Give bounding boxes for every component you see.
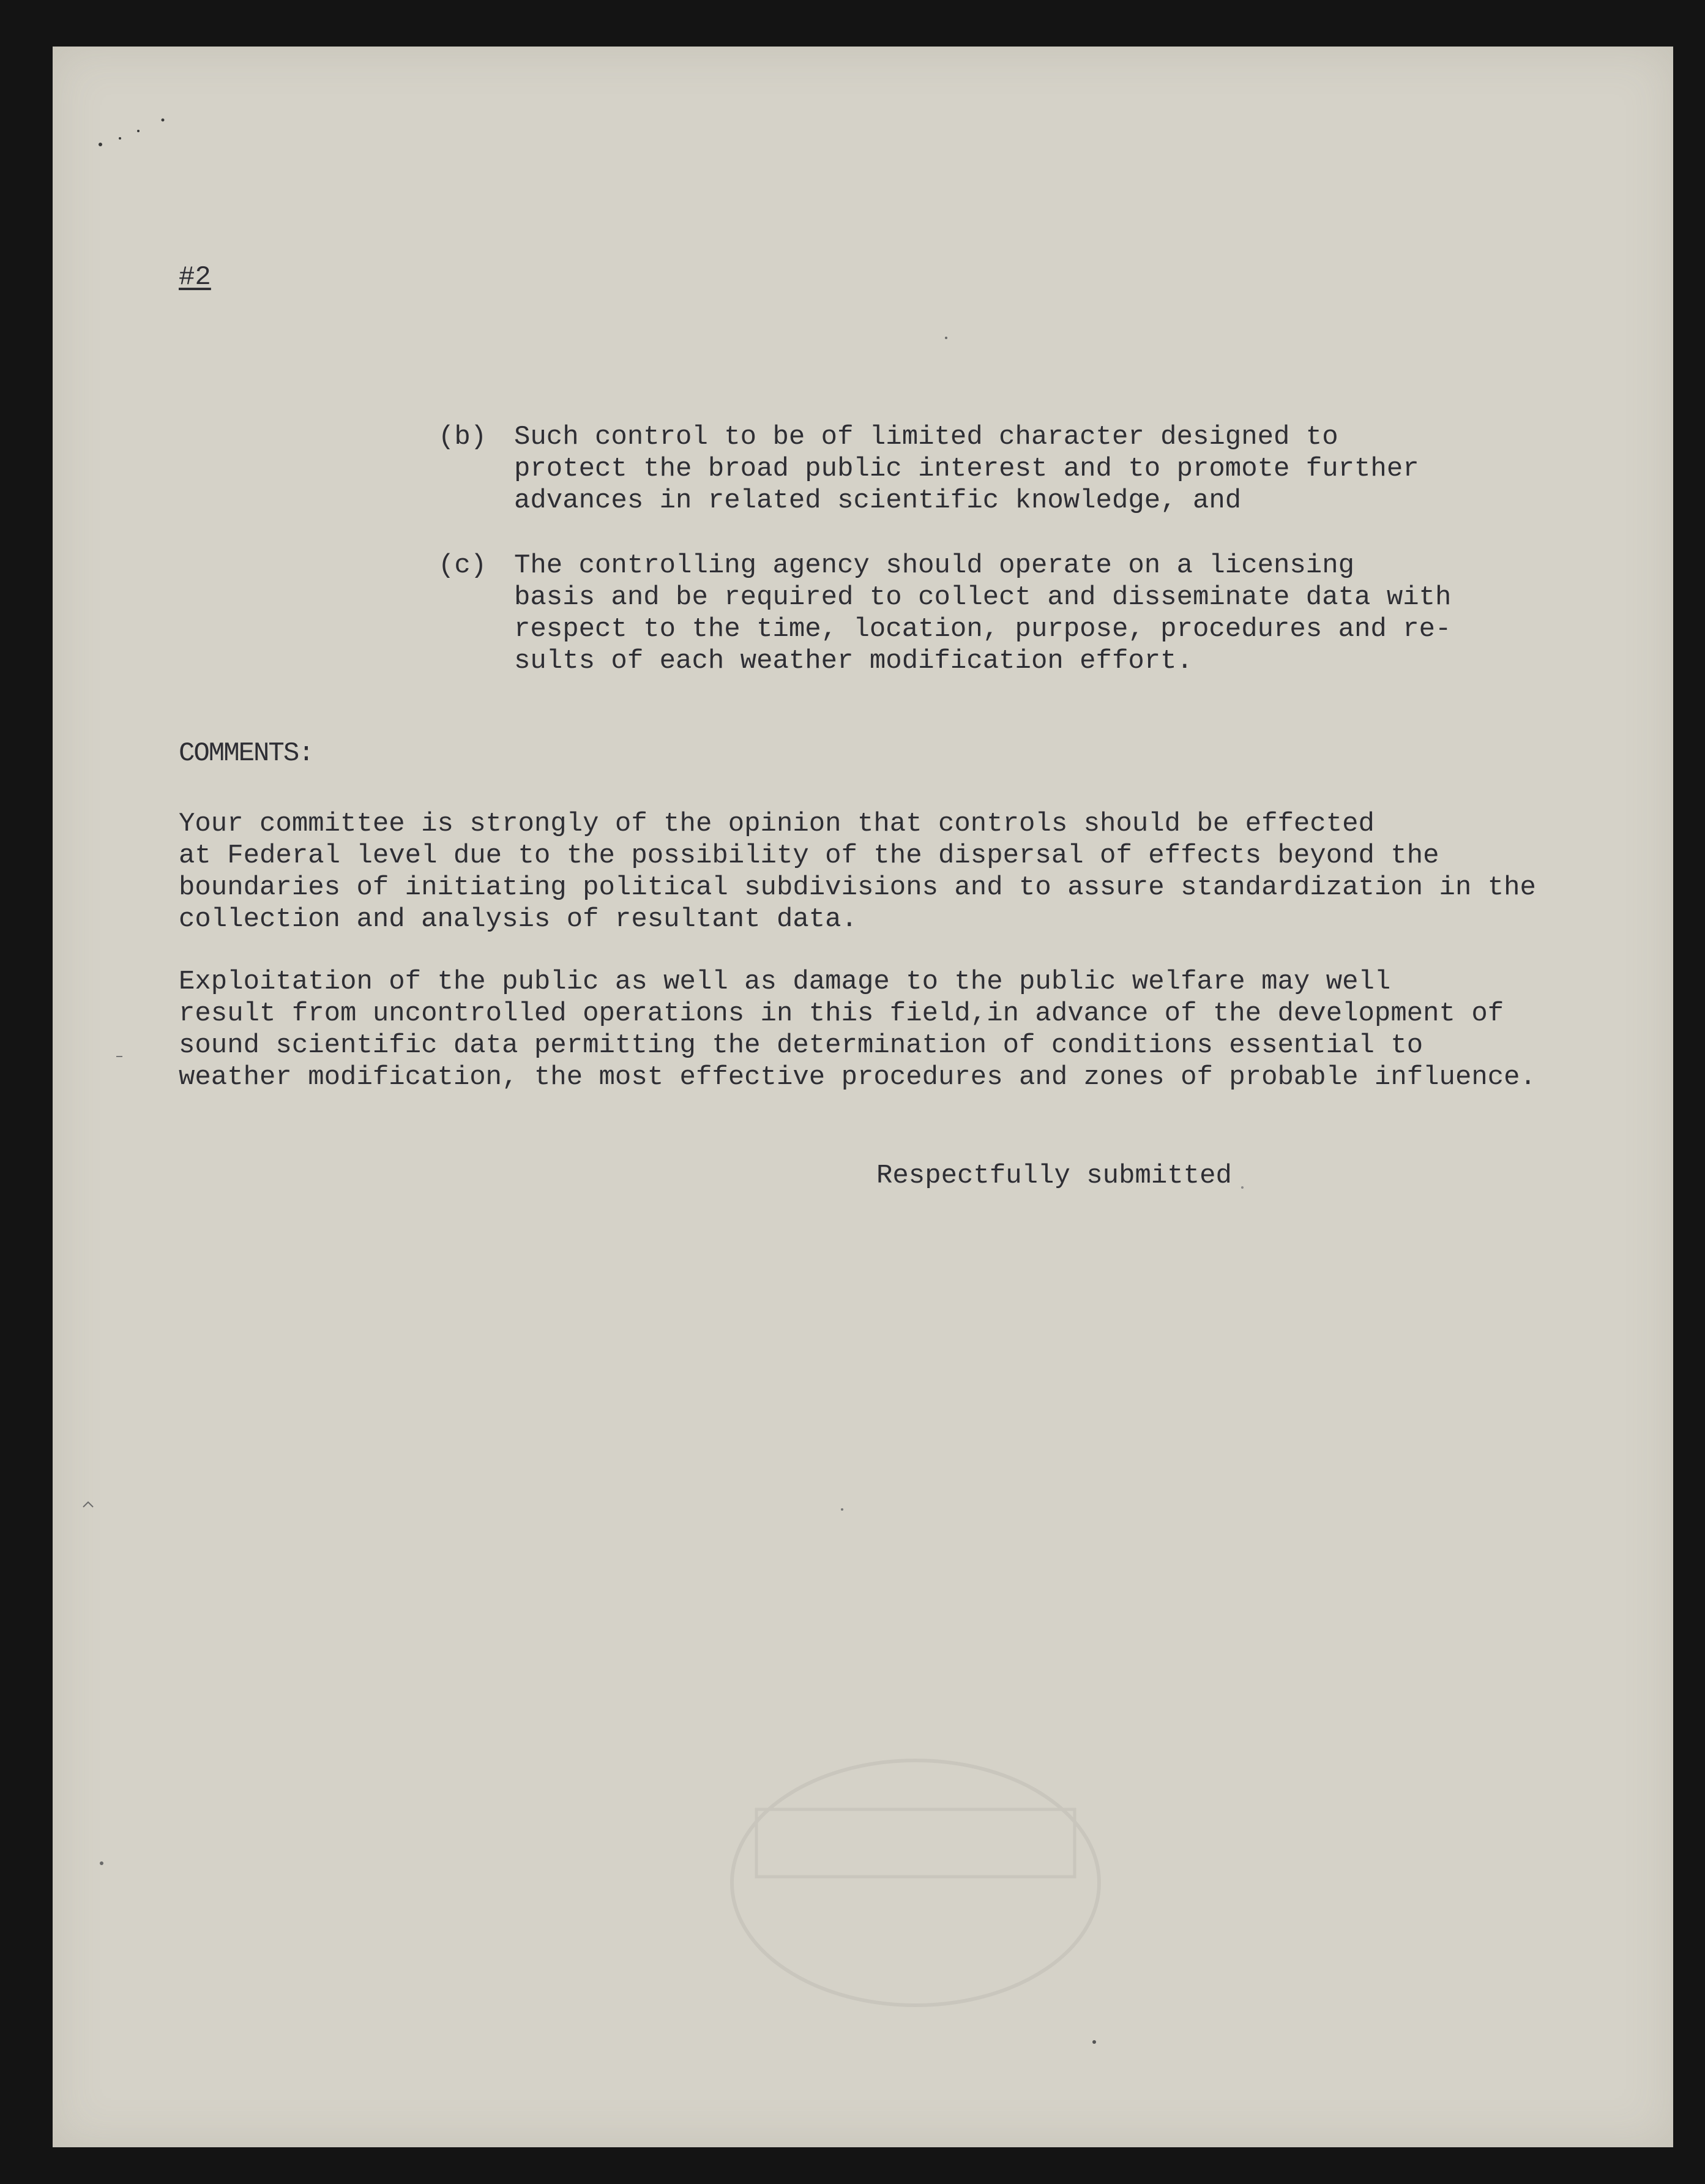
comments-paragraph: Your committee is strongly of the opinion that controls should be effected at Federal level due to the possibility of the dispersal of effects beyond the boundaries of initiating political subdivisions and to assure standardization in the collection and analysis of resultant data. [179,809,1536,935]
faint-seal-mark [701,1699,1130,2018]
document-page [53,47,1673,2147]
comments-paragraph: Exploitation of the public as well as damage to the public welfare may well result from uncontrolled operations in this field,in advance of the development of sound scientific data permitting the determination of conditions essential to weather modification, the most effective procedures and zones of probable influence. [179,967,1536,1093]
comments-heading: COMMENTS: [179,738,313,769]
closing-line: Respectfully submitted [876,1161,1232,1191]
item-label: (c) [438,550,487,581]
item-text: The controlling agency should operate on a licensing basis and be required to collect and disseminate data with respect to the time, location, purpose, procedures and re- sults of each weather modification effort. [514,550,1452,676]
page-number: #2 [179,262,211,293]
item-label: (b) [438,422,487,452]
item-text: Such control to be of limited character designed to protect the broad public interest and to promote further advances in related scientific knowledge, and [514,422,1419,516]
